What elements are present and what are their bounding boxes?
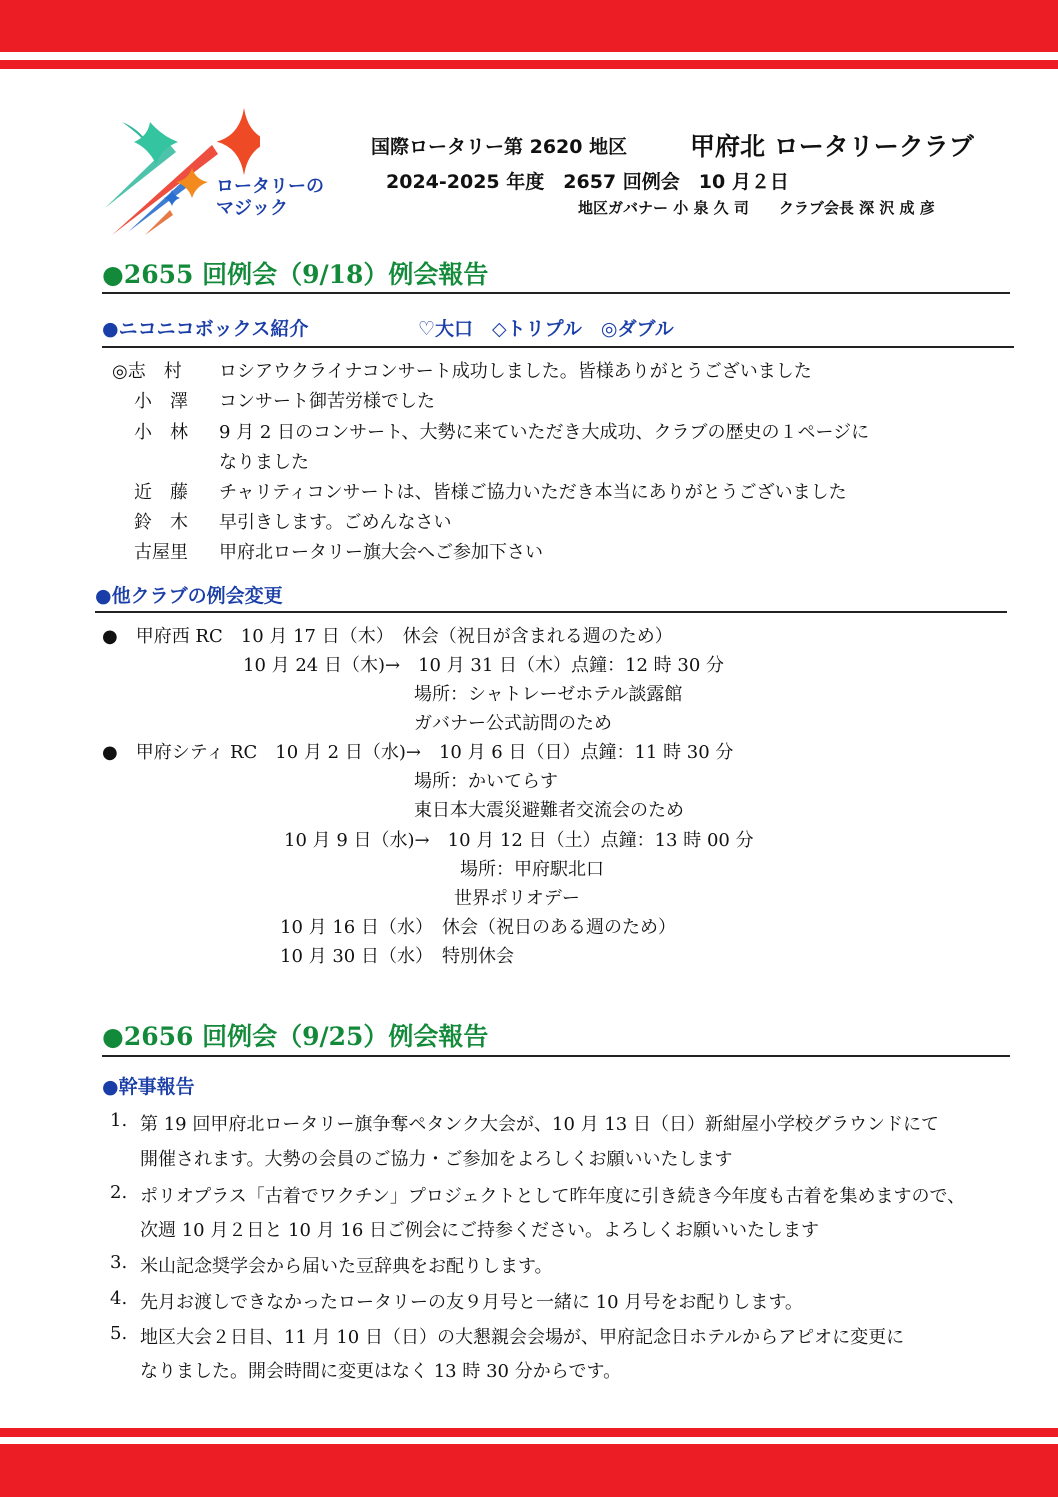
section-divider (102, 292, 1010, 294)
member-name: 小 林 (134, 422, 188, 443)
report-item-line: 開催されます。大勢の会員のご協力・ご参加をよろしくお願いいたします (140, 1149, 733, 1170)
member-message: 甲府北ロータリー旗大会へご参加下さい (219, 542, 543, 563)
change-line: 場所：かいてらす (414, 771, 558, 792)
district-title: 国際ロータリー第 2620 地区 (371, 136, 628, 158)
item-number: 2. (110, 1182, 128, 1203)
change-line: 世界ポリオデー (454, 888, 580, 909)
member-name: 鈴 木 (134, 512, 188, 533)
change-line: ● 甲府西 RC 10 月 17 日（木） 休会（祝日が含まれる週のため） (102, 626, 673, 647)
member-message-continued: なりました (219, 452, 309, 473)
member-message: チャリティコンサートは、皆様ご協力いただき本当にありがとうございました (219, 482, 847, 503)
report-item-line: 米山記念奨学会から届いた豆辞典をお配りします。 (140, 1256, 553, 1277)
report-item-line: ポリオプラス「古着でワクチン」プロジェクトとして昨年度に引き続き今年度も古着を集めますので、 (140, 1186, 966, 1207)
subsection-divider (95, 611, 1007, 613)
officers-line: 地区ガバナー 小 泉 久 司 クラブ会長 深 沢 成 彦 (578, 199, 935, 217)
logo-text-line1: ロータリーの (216, 176, 324, 197)
change-line: 東日本大震災避難者交流会のため (414, 800, 684, 821)
section-title-2656: ●2656 回例会（9/25）例会報告 (102, 1022, 489, 1051)
report-item-line: 次週 10 月２日と 10 月 16 日ご例会にご持参ください。よろしくお願いいたします (140, 1220, 820, 1241)
report-item-line: 先月お渡しできなかったロータリーの友９月号と一緒に 10 月号をお配りします。 (140, 1292, 803, 1313)
subsection-divider (102, 346, 1014, 348)
member-message: ロシアウクライナコンサート成功しました。皆様ありがとうございました (219, 361, 812, 382)
change-line: 場所：シャトレーゼホテル談露館 (414, 684, 683, 705)
smile-box-title: ●ニコニコボックス紹介 (102, 318, 309, 340)
change-line: ● 甲府シティ RC 10 月 2 日（水)→ 10 月 6 日（日）点鐘：11 時 30 分 (102, 742, 734, 763)
member-name: 古屋里 (134, 542, 188, 563)
change-line: ガバナー公式訪問のため (414, 713, 612, 734)
bottom-red-stripe (0, 1428, 1058, 1437)
change-line: 10 月 24 日（木)→ 10 月 31 日（木）点鐘：12 時 30 分 (243, 655, 725, 676)
change-line: 10 月 30 日（水） 特別休会 (280, 946, 514, 967)
report-item-line: 第 19 回甲府北ロータリー旗争奪ペタンク大会が、10 月 13 日（日）新紺屋小学校グラウンドにて (140, 1114, 939, 1135)
member-message: コンサート御苦労様でした (219, 391, 435, 412)
member-message: 早引きします。ごめんなさい (219, 512, 452, 533)
member-name: 小 澤 (134, 391, 188, 412)
member-name: 近 藤 (134, 482, 188, 503)
change-line: 10 月 9 日（水)→ 10 月 12 日（土）点鐘：13 時 00 分 (284, 830, 754, 851)
report-item-line: なりました。開会時間に変更はなく 13 時 30 分からです。 (140, 1361, 622, 1382)
item-number: 4. (110, 1288, 128, 1309)
item-number: 3. (110, 1252, 128, 1273)
item-number: 1. (110, 1110, 128, 1131)
section-title-2655: ●2655 回例会（9/18）例会報告 (102, 260, 489, 289)
report-item-line: 地区大会２日目、11 月 10 日（日）の大懇親会会場が、甲府記念日ホテルからアピオに変更に (140, 1327, 905, 1348)
item-number: 5. (110, 1323, 128, 1344)
top-red-band (0, 0, 1058, 52)
logo-text-line2: マジック (216, 198, 288, 219)
section-divider (102, 1055, 1010, 1057)
change-line: 場所：甲府駅北口 (460, 859, 604, 880)
smile-box-legend: ♡大口 ◇トリプル ◎ダブル (418, 318, 674, 340)
change-line: 10 月 16 日（水） 休会（祝日のある週のため） (280, 917, 676, 938)
member-message: 9 月 2 日のコンサート、大勢に来ていただき大成功、クラブの歴史の１ページに (219, 422, 870, 443)
meeting-line: 2024-2025 年度 2657 回例会 10 月２日 (386, 171, 789, 193)
club-name: 甲府北 ロータリークラブ (690, 132, 974, 161)
top-red-stripe (0, 60, 1058, 69)
secretary-report-title: ●幹事報告 (102, 1076, 195, 1098)
bottom-red-band (0, 1444, 1058, 1497)
member-name: ◎志 村 (112, 361, 182, 382)
other-club-changes-title: ●他クラブの例会変更 (95, 585, 283, 607)
